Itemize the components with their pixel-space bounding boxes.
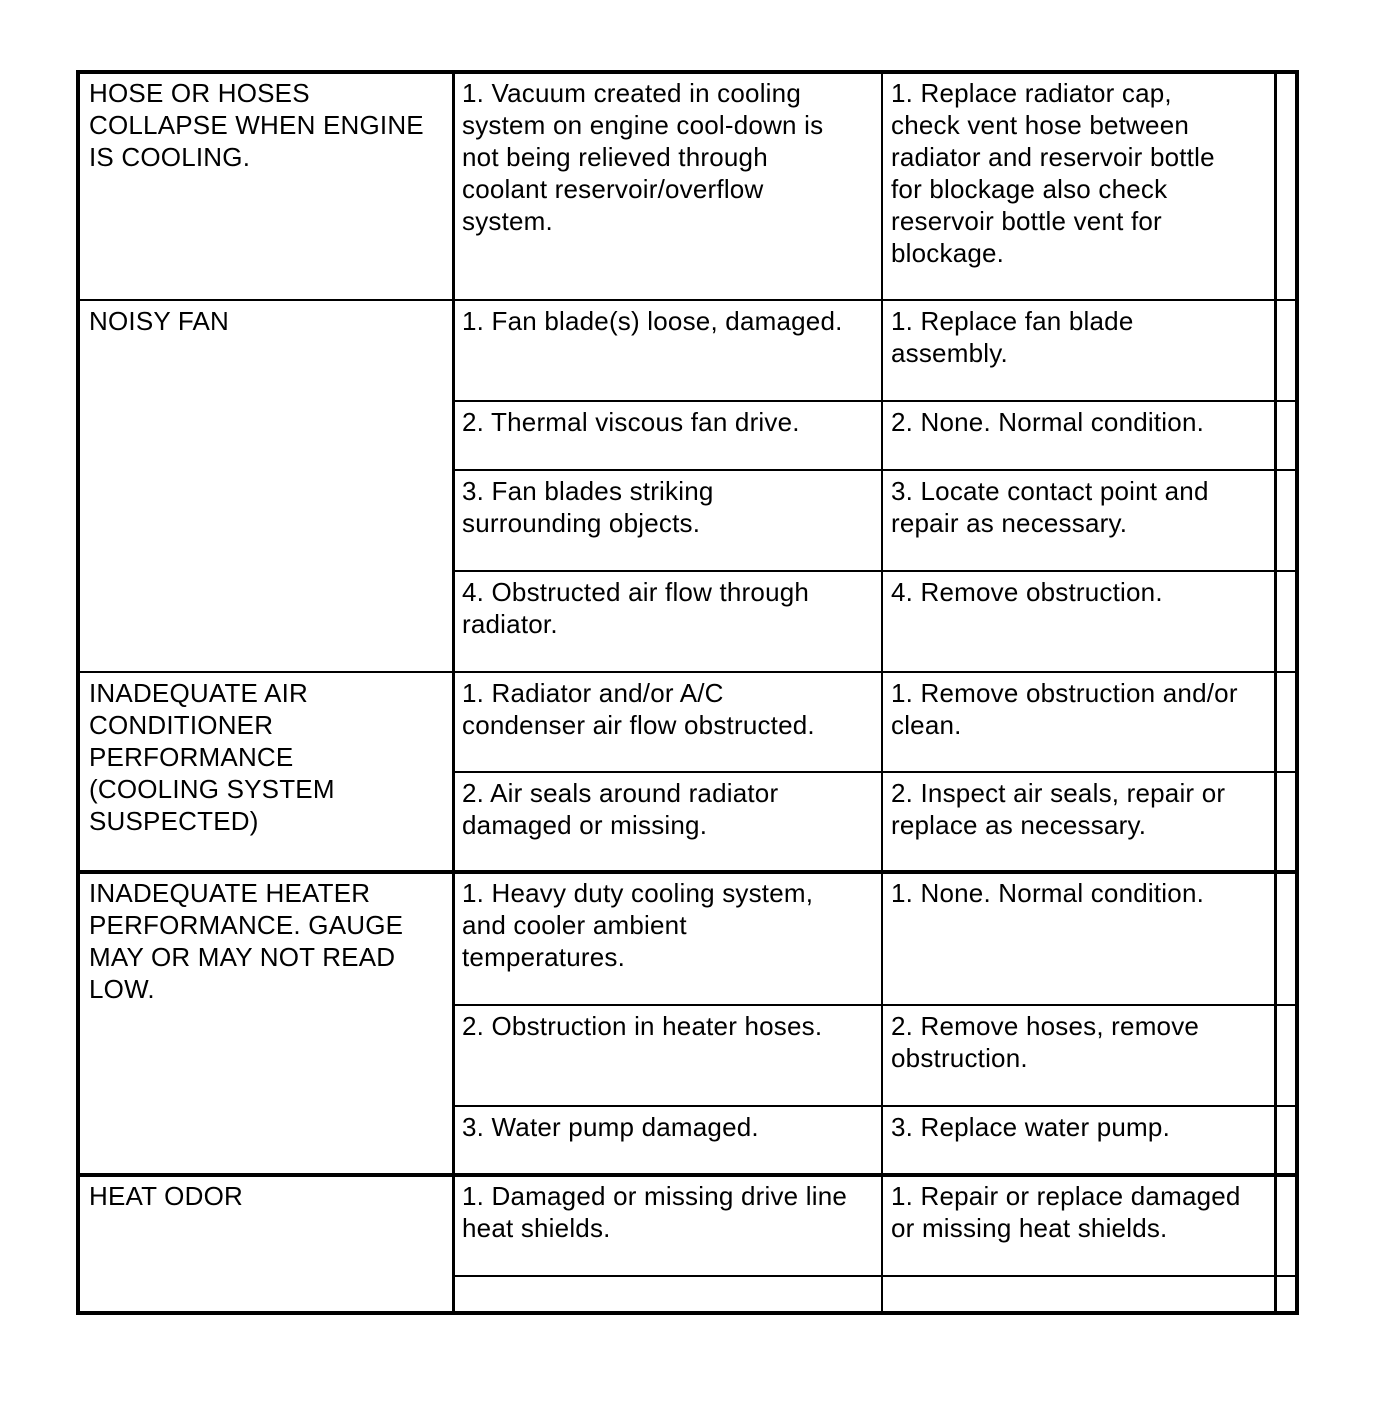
table-border-bottom [76, 1311, 1299, 1315]
correction-cell: 1. Repair or replace damaged or missing heat shields. [891, 1181, 1241, 1243]
column-divider-condition [452, 72, 455, 1313]
cause-cell: 1. Heavy duty cooling system, and cooler ambient temperatures. [462, 878, 814, 972]
row-divider [79, 299, 1297, 301]
row-divider [79, 1173, 1297, 1177]
table-border-right [1295, 70, 1299, 1315]
item-divider [452, 469, 1297, 471]
item-divider [452, 1105, 1297, 1107]
column-divider-correction [1274, 72, 1277, 1313]
correction-cell: 4. Remove obstruction. [891, 577, 1163, 607]
correction-cell: 3. Replace water pump. [891, 1112, 1170, 1142]
cause-cell: 3. Water pump damaged. [462, 1112, 759, 1142]
item-divider [452, 771, 1297, 773]
correction-cell: 3. Locate contact point and repair as necessary. [891, 476, 1209, 538]
item-divider [452, 1275, 1297, 1277]
correction-cell [891, 1281, 1270, 1310]
condition-cell: HOSE OR HOSES COLLAPSE WHEN ENGINE IS COOLING. [89, 78, 424, 172]
cause-cell: 4. Obstructed air flow through radiator. [462, 577, 810, 639]
correction-cell: 1. Replace fan blade assembly. [891, 306, 1134, 368]
item-divider [452, 1004, 1297, 1006]
cause-cell: 1. Vacuum created in cooling system on engine cool-down is not being relieved through coolant reservoir/overflow system. [462, 78, 824, 236]
condition-cell: NOISY FAN [89, 306, 230, 336]
correction-cell: 1. Remove obstruction and/or clean. [891, 678, 1238, 740]
row-divider [79, 671, 1297, 673]
condition-cell: INADEQUATE HEATER PERFORMANCE. GAUGE MAY OR MAY NOT READ LOW. [89, 878, 404, 1004]
cause-cell: 2. Air seals around radiator damaged or missing. [462, 778, 779, 840]
cause-cell: 2. Thermal viscous fan drive. [462, 407, 800, 437]
condition-cell: HEAT ODOR [89, 1181, 243, 1211]
cause-cell: 1. Fan blade(s) loose, damaged. [462, 306, 843, 336]
item-divider [452, 570, 1297, 572]
cause-cell: 2. Obstruction in heater hoses. [462, 1011, 823, 1041]
cause-cell: 1. Radiator and/or A/C condenser air flow obstructed. [462, 678, 815, 740]
correction-cell: 2. Remove hoses, remove obstruction. [891, 1011, 1200, 1073]
correction-cell: 1. Replace radiator cap, check vent hose between radiator and reservoir bottle for blockage also check reservoir bottle vent for blockage. [891, 78, 1215, 268]
table-border-top [76, 70, 1299, 74]
table-border-left [76, 70, 80, 1315]
item-divider [452, 400, 1297, 402]
column-divider-cause [881, 72, 883, 1313]
correction-cell: 1. None. Normal condition. [891, 878, 1205, 908]
row-divider [79, 870, 1297, 874]
correction-cell: 2. None. Normal condition. [891, 407, 1205, 437]
cause-cell: 3. Fan blades striking surrounding objects. [462, 476, 714, 538]
cause-cell [462, 1281, 877, 1310]
condition-cell: INADEQUATE AIR CONDITIONER PERFORMANCE (COOLING SYSTEM SUSPECTED) [89, 678, 335, 836]
cause-cell: 1. Damaged or missing drive line heat shields. [462, 1181, 848, 1243]
correction-cell: 2. Inspect air seals, repair or replace as necessary. [891, 778, 1226, 840]
